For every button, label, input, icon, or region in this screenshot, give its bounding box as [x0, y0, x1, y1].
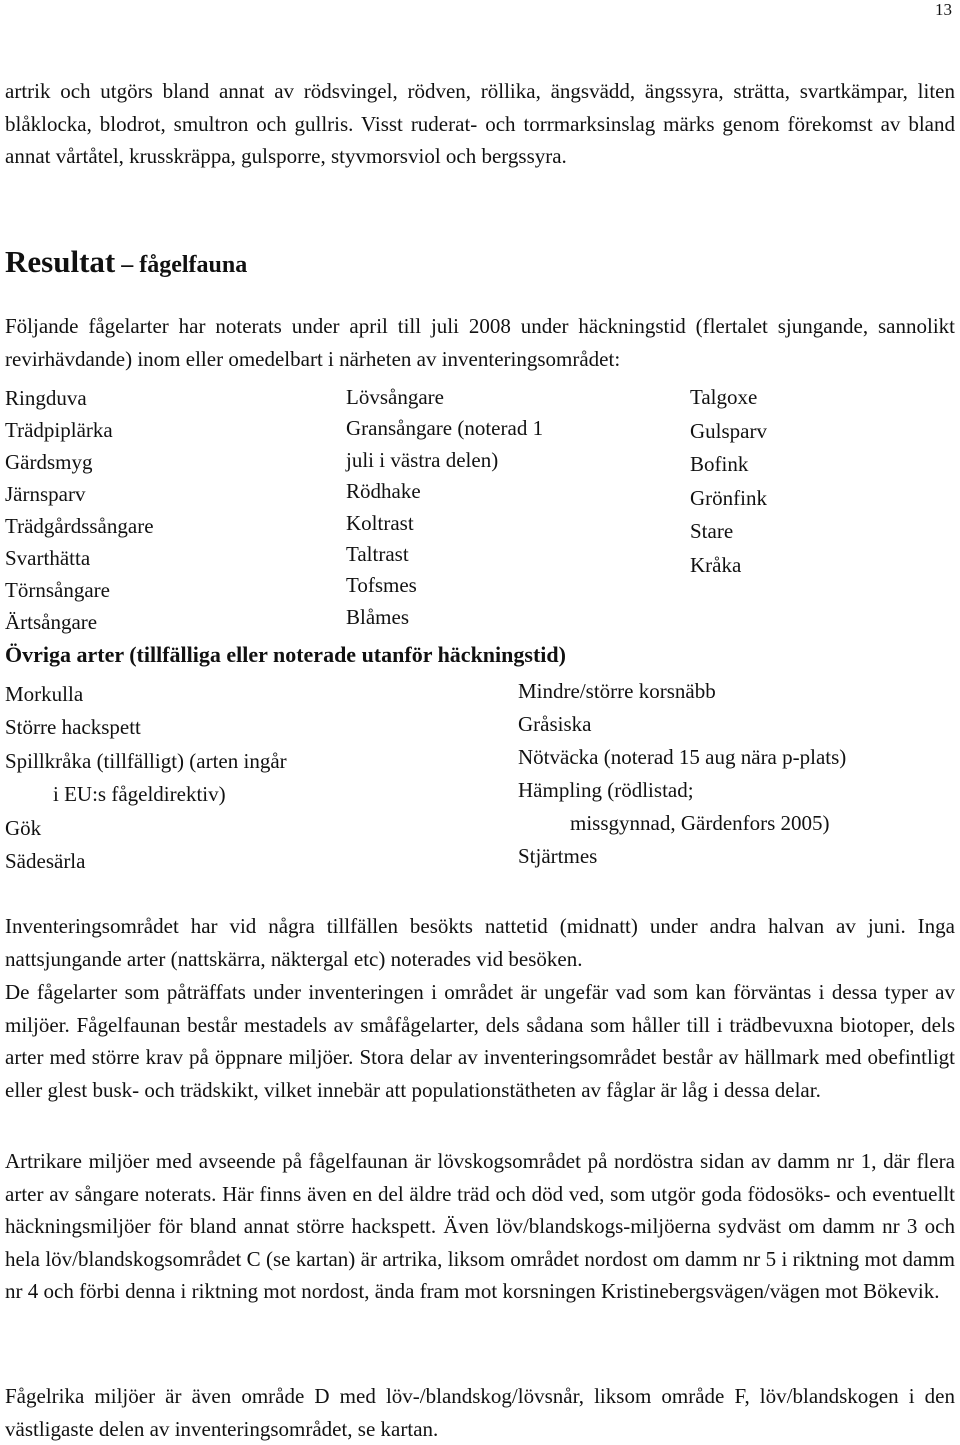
species-item: Spillkråka (tillfälligt) (arten ingår — [5, 748, 287, 773]
other-species-heading: Övriga arter (tillfälliga eller noterade utanför häckningstid) — [5, 642, 566, 667]
species-item: Trädgårdssångare — [5, 514, 154, 538]
species-item: Trädpiplärka — [5, 418, 113, 442]
species-item: Stare — [690, 519, 734, 543]
page-number: 13 — [935, 0, 952, 19]
species-item: Kråka — [690, 552, 742, 577]
species-item: Grönfink — [690, 485, 767, 510]
heading-sub: – fågelfauna — [115, 252, 248, 278]
lead-paragraph: Följande fågelarter har noterats under april till juli 2008 under häckningstid (flertalet sjungande, sannolikt revirhävdande) inom eller omedelbart i närheten av inventeringsområdet: — [5, 314, 955, 371]
species-item-continuation: missgynnad, Gärdenfors 2005) — [570, 811, 830, 835]
species-item: Gärdsmyg — [5, 450, 93, 474]
breeding-list-col2 — [346, 382, 543, 633]
species-item: Järnsparv — [5, 482, 86, 506]
intro-paragraph: artrik och utgörs bland annat av rödsvingel, rödven, röllika, ängsvädd, ängssyra, strätta, svartkämpar, liten blåklocka, blodrot, smultron och gullris. Visst ruderat- och torrmarksinslag märks genom förekomst av bland annat vårtåtel, krusskräppa, gulsporre, styvmorsviol och bergssyra. — [5, 79, 955, 168]
breeding-list-col1 — [5, 382, 154, 638]
species-item: Ringduva — [5, 386, 87, 410]
heading-main: Resultat — [5, 244, 116, 279]
species-item: Hämpling (rödlistad; — [518, 778, 694, 802]
species-item: Gråsiska — [518, 712, 592, 736]
breeding-list-col3 — [690, 381, 767, 582]
species-item: Bofink — [690, 452, 749, 476]
species-item: Sädesärla — [5, 848, 86, 873]
body-paragraph-1: Inventeringsområdet har vid några tillfällen besökts nattetid (midnatt) under andra halvan av juni. Inga nattsjungande arter (nattskärra, näktergal etc) noterades vid besöken. — [5, 914, 955, 971]
body-paragraph-4: Fågelrika miljöer är även område D med löv-/blandskog/lövsnår, liksom område F, löv/blandskogen i den västligaste delen av inventeringsområdet, se kartan. — [5, 1384, 955, 1441]
species-item: Mindre/större korsnäbb — [518, 679, 716, 703]
section-heading — [5, 244, 247, 280]
species-item: Rödhake — [346, 479, 421, 504]
species-item: Gök — [5, 815, 42, 840]
species-item: Större hackspett — [5, 715, 141, 740]
species-item-continuation: i EU:s fågeldirektiv) — [53, 782, 226, 807]
other-list-col1 — [5, 678, 287, 878]
species-item: Stjärtmes — [518, 844, 598, 868]
species-item: Svarthätta — [5, 546, 91, 570]
species-item: Törnsångare — [5, 578, 110, 602]
species-item: juli i västra delen) — [346, 447, 499, 472]
species-item: Talgoxe — [690, 385, 758, 409]
species-item: Blåmes — [346, 604, 409, 629]
species-item: Nötväcka (noterad 15 aug nära p-plats) — [518, 745, 847, 769]
species-item: Taltrast — [346, 541, 409, 566]
species-item: Gransångare (noterad 1 — [346, 416, 544, 441]
body-paragraph-3: Artrikare miljöer med avseende på fågelfaunan är lövskogsområdet på nordöstra sidan av damm nr 1, där flera arter av sångare noterats. Här finns även en del äldre träd och död ved, som utgör goda födosöks- och eventuellt häckningsmiljöer för bland annat större hackspett. Även löv/blandskogs-miljöerna sydväst om damm nr 3 och hela löv/blandskogsområdet C (se kartan) är artrika, liksom området nordost om damm nr 5 i riktning mot damm nr 4 och förbi denna i riktning mot nordost, ända fram mot korsningen Kristinebergsvägen/vägen mot Bökevik. — [5, 1149, 955, 1303]
species-item: Ärtsångare — [5, 610, 98, 634]
body-paragraph-2: De fågelarter som påträffats under inventeringen i området är ungefär vad som kan förväntas i dessa typer av miljöer. Fågelfaunan består mestadels av småfågelarter, dels sådana som håller till i trädbevuxna biotoper, dels arter med större krav på öppnare miljöer. Stora delar av inventeringsområdet består av hällmark med obefintligt eller glest busk- och trädskikt, vilket innebär att populationstätheten av fåglar är låg i dessa delar. — [5, 980, 955, 1102]
species-item: Morkulla — [5, 682, 84, 706]
species-item: Tofsmes — [346, 573, 417, 598]
species-item: Lövsångare — [346, 385, 444, 409]
species-item: Koltrast — [346, 510, 414, 535]
species-item: Gulsparv — [690, 418, 767, 443]
other-list-col2 — [518, 675, 846, 873]
